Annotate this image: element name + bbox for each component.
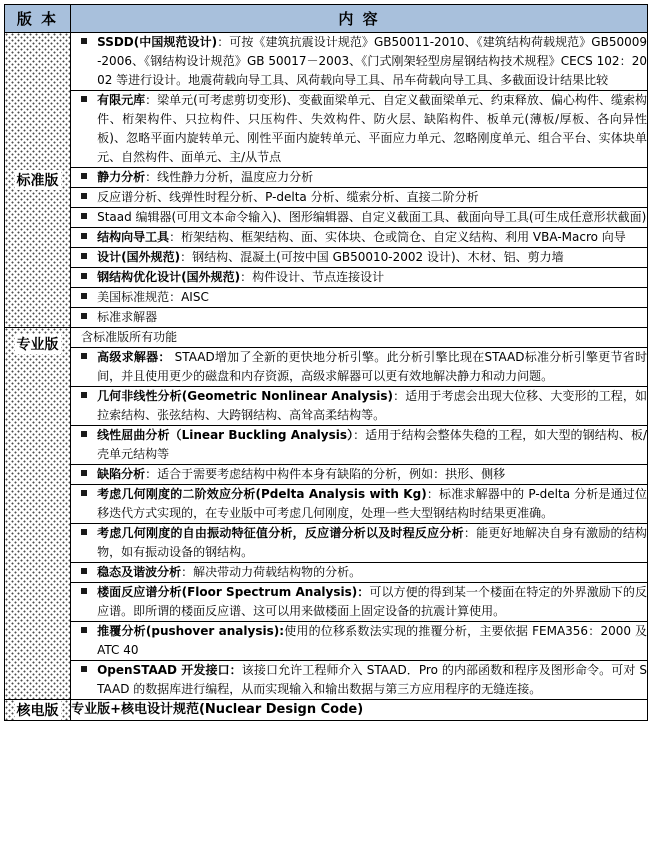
feature-cell	[71, 288, 648, 308]
feature-body: ：线性静力分析，温度应力分析	[145, 170, 314, 184]
professional-intro-cell	[71, 328, 648, 348]
square-bullet-icon	[71, 248, 97, 267]
feature-lead: 推覆分析(pushover analysis):	[97, 624, 285, 638]
feature-body: ：解决带动力荷载结构物的分析。	[181, 565, 362, 579]
table-row	[5, 622, 648, 661]
list-item	[71, 524, 647, 562]
feature-body: Staad 编辑器(可用文本命令输入)、图形编辑器、自定义截面工具、截面向导工具(可生成任意形状截面)	[97, 210, 647, 224]
square-bullet-icon	[71, 465, 97, 484]
feature-lead: 稳态及谐波分析	[97, 565, 182, 579]
list-item	[71, 308, 647, 327]
list-item	[71, 268, 647, 287]
feature-cell	[71, 622, 648, 661]
list-item	[71, 168, 647, 187]
feature-cell	[71, 348, 648, 387]
feature-body: 可以方便的得到某一个楼面在特定的外界激励下的反应谱。即所谓的楼面反应谱、这可以用来做楼面上固定设备的抗震计算使用。	[97, 585, 647, 618]
feature-cell	[71, 583, 648, 622]
feature-lead: 结构向导工具	[97, 230, 170, 244]
feature-cell	[71, 308, 648, 328]
version-label-nuclear: 核电版	[15, 700, 61, 720]
list-item	[71, 485, 647, 523]
table-row	[5, 661, 648, 700]
table-row	[5, 248, 648, 268]
list-item	[71, 465, 647, 484]
table-row	[5, 348, 648, 387]
list-item	[71, 583, 647, 621]
feature-cell	[71, 91, 648, 168]
feature-cell	[71, 387, 648, 426]
feature-cell	[71, 485, 648, 524]
table-row	[5, 700, 648, 721]
feature-lead: 静力分析	[97, 170, 146, 184]
feature-lead: 线性屈曲分析（Linear Buckling Analysis）	[97, 428, 354, 442]
square-bullet-icon	[71, 228, 97, 247]
list-item	[71, 563, 647, 582]
square-bullet-icon	[71, 524, 97, 562]
header-version: 版 本	[5, 5, 71, 33]
feature-lead: 考虑几何刚度的二阶效应分析(Pdelta Analysis with Kg)	[97, 487, 427, 501]
table-row	[5, 465, 648, 485]
square-bullet-icon	[71, 268, 97, 287]
feature-body: 标准求解器	[97, 310, 158, 324]
feature-cell	[71, 33, 648, 91]
feature-lead: 高级求解器：	[97, 350, 171, 364]
feature-text	[97, 33, 647, 90]
feature-body: STAAD增加了全新的更快地分析引擎。此分析引擎比现在STAAD标准分析引擎更节省时间，并且使用更少的磁盘和内存资源，高级求解器可以更有效地解决静力和动力问题。	[97, 350, 647, 383]
list-item	[71, 387, 647, 425]
version-cell-professional	[5, 328, 71, 700]
feature-lead: 设计(国外规范)	[97, 250, 181, 264]
list-item	[71, 228, 647, 247]
feature-body: ：可按《建筑抗震设计规范》GB50011-2010、《建筑结构荷载规范》GB50009-2006、《钢结构设计规范》GB 50017－2003、《门式刚架轻型房屋钢结构技术规程》CECS 102：2002 等进行设计。地震荷载向导工具、风荷载向导工具、吊车荷载向导工具、多截面设计结果比较	[97, 35, 647, 87]
table-row	[5, 208, 648, 228]
feature-lead: SSDD(中国规范设计)	[97, 35, 218, 49]
table-row	[5, 426, 648, 465]
table-row	[5, 228, 648, 248]
square-bullet-icon	[71, 308, 97, 327]
nuclear-feature-cell: 专业版+核电设计规范(Nuclear Design Code)	[71, 700, 648, 721]
feature-lead: 缺陷分析	[97, 467, 146, 481]
table-row	[5, 91, 648, 168]
feature-cell	[71, 228, 648, 248]
table-row	[5, 524, 648, 563]
feature-text	[97, 426, 647, 464]
feature-text	[97, 524, 647, 562]
feature-lead: 考虑几何刚度的自由振动特征值分析，反应谱分析以及时程反应分析	[97, 526, 464, 540]
feature-body: ：适用于考虑会出现大位移、大变形的工程，如拉索结构、张弦结构、大跨钢结构、高耸高柔结构等。	[97, 389, 647, 422]
table-row	[5, 328, 648, 348]
feature-body: ：适合于需要考虑结构中构件本身有缺陷的分析，例如：拱形、侧移	[145, 467, 506, 481]
feature-lead: 有限元库	[97, 93, 146, 107]
feature-cell	[71, 524, 648, 563]
square-bullet-icon	[71, 33, 97, 90]
feature-cell	[71, 248, 648, 268]
square-bullet-icon	[71, 622, 97, 660]
table-row	[5, 33, 648, 91]
feature-text	[97, 91, 647, 167]
version-cell-nuclear	[5, 700, 71, 721]
square-bullet-icon	[71, 168, 97, 187]
table-row	[5, 387, 648, 426]
table-row	[5, 188, 648, 208]
feature-text	[97, 248, 647, 267]
table-row	[5, 308, 648, 328]
feature-text	[97, 188, 647, 207]
feature-body: ：梁单元(可考虑剪切变形)、变截面梁单元、自定义截面梁单元、约束释放、偏心构件、缆索构件、桁架构件、只拉构件、只压构件、失效构件、防火层、缺陷构件、板单元(薄板/厚板、各向异性板)、忽略平面内旋转单元、刚性平面内旋转单元、平面应力单元、忽略刚度单元、组合平台、实体块单元、自然构件、面单元、主/从节点	[97, 93, 647, 164]
feature-body: ：标准求解器中的 P-delta 分析是通过位移迭代方式实现的，在专业版中可考虑几何刚度，处理一些大型钢结构时结果更准确。	[97, 487, 647, 520]
square-bullet-icon	[71, 583, 97, 621]
square-bullet-icon	[71, 485, 97, 523]
square-bullet-icon	[71, 288, 97, 307]
square-bullet-icon	[71, 563, 97, 582]
version-label-professional: 专业版	[15, 334, 61, 354]
square-bullet-icon	[71, 91, 97, 167]
list-item	[71, 248, 647, 267]
square-bullet-icon	[71, 426, 97, 464]
table-row	[5, 268, 648, 288]
version-feature-matrix	[4, 4, 648, 721]
feature-text	[97, 661, 647, 699]
feature-lead: 楼面反应谱分析(Floor Spectrum Analysis)：	[97, 585, 370, 599]
table-row	[5, 563, 648, 583]
table-body	[5, 33, 648, 721]
feature-cell	[71, 426, 648, 465]
table-header	[5, 5, 648, 33]
feature-body: 该接口允许工程师介入 STAAD．Pro 的内部函数和程序及图形命令。可对 STAAD 的数据库进行编程，从而实现输入和输出数据与第三方应用程序的无缝连接。	[97, 663, 647, 696]
feature-text	[97, 622, 647, 660]
feature-lead: 几何非线性分析(Geometric Nonlinear Analysis)	[97, 389, 394, 403]
table-row	[5, 288, 648, 308]
feature-text	[97, 168, 647, 187]
feature-text	[97, 465, 647, 484]
table-row	[5, 485, 648, 524]
feature-cell	[71, 188, 648, 208]
feature-cell	[71, 563, 648, 583]
feature-cell	[71, 268, 648, 288]
square-bullet-icon	[71, 208, 97, 227]
feature-text	[97, 485, 647, 523]
feature-body: ：桁架结构、框架结构、面、实体块、仓或筒仓、自定义结构、利用 VBA-Macro 向导	[169, 230, 626, 244]
feature-text	[97, 288, 647, 307]
list-item	[71, 288, 647, 307]
list-item	[71, 91, 647, 167]
professional-intro-text: 含标准版所有功能	[81, 330, 178, 344]
feature-cell	[71, 208, 648, 228]
list-item	[71, 208, 647, 227]
feature-text	[97, 308, 647, 327]
list-item	[71, 188, 647, 207]
list-item	[71, 661, 647, 699]
feature-body: ：钢结构、混凝土(可按中国 GB50010-2002 设计)、木材、铝、剪力墙	[180, 250, 564, 264]
square-bullet-icon	[71, 188, 97, 207]
list-item	[71, 33, 647, 90]
feature-lead: 钢结构优化设计(国外规范)	[97, 270, 241, 284]
feature-body: ：能更好地解决自身有激励的结构物，如有振动设备的钢结构。	[97, 526, 647, 559]
feature-body: ：适用于结构会整体失稳的工程，如大型的钢结构、板/壳单元结构等	[97, 428, 648, 461]
feature-text	[97, 387, 647, 425]
header-content: 内 容	[71, 5, 648, 33]
feature-text	[97, 228, 647, 247]
feature-text	[97, 563, 647, 582]
square-bullet-icon	[71, 348, 97, 386]
feature-text	[97, 208, 647, 227]
feature-body: ：构件设计、节点连接设计	[240, 270, 385, 284]
feature-body: 反应谱分析、线弹性时程分析、P-delta 分析、缆索分析、直接二阶分析	[97, 190, 479, 204]
feature-cell	[71, 661, 648, 700]
list-item	[71, 348, 647, 386]
feature-body: 使用的位移系数法实现的推覆分析，主要依据 FEMA356：2000 及 ATC 40	[97, 624, 647, 657]
feature-cell	[71, 465, 648, 485]
feature-text	[97, 348, 647, 386]
list-item	[71, 426, 647, 464]
square-bullet-icon	[71, 387, 97, 425]
table-row	[5, 168, 648, 188]
feature-text	[97, 583, 647, 621]
square-bullet-icon	[71, 661, 97, 699]
feature-text	[97, 268, 647, 287]
feature-lead: OpenSTAAD 开发接口：	[97, 663, 242, 677]
table-row	[5, 583, 648, 622]
version-label-standard: 标准版	[15, 170, 61, 190]
feature-body: 美国标准规范：AISC	[97, 290, 209, 304]
header-row	[5, 5, 648, 33]
feature-cell	[71, 168, 648, 188]
version-cell-standard	[5, 33, 71, 328]
list-item	[71, 622, 647, 660]
